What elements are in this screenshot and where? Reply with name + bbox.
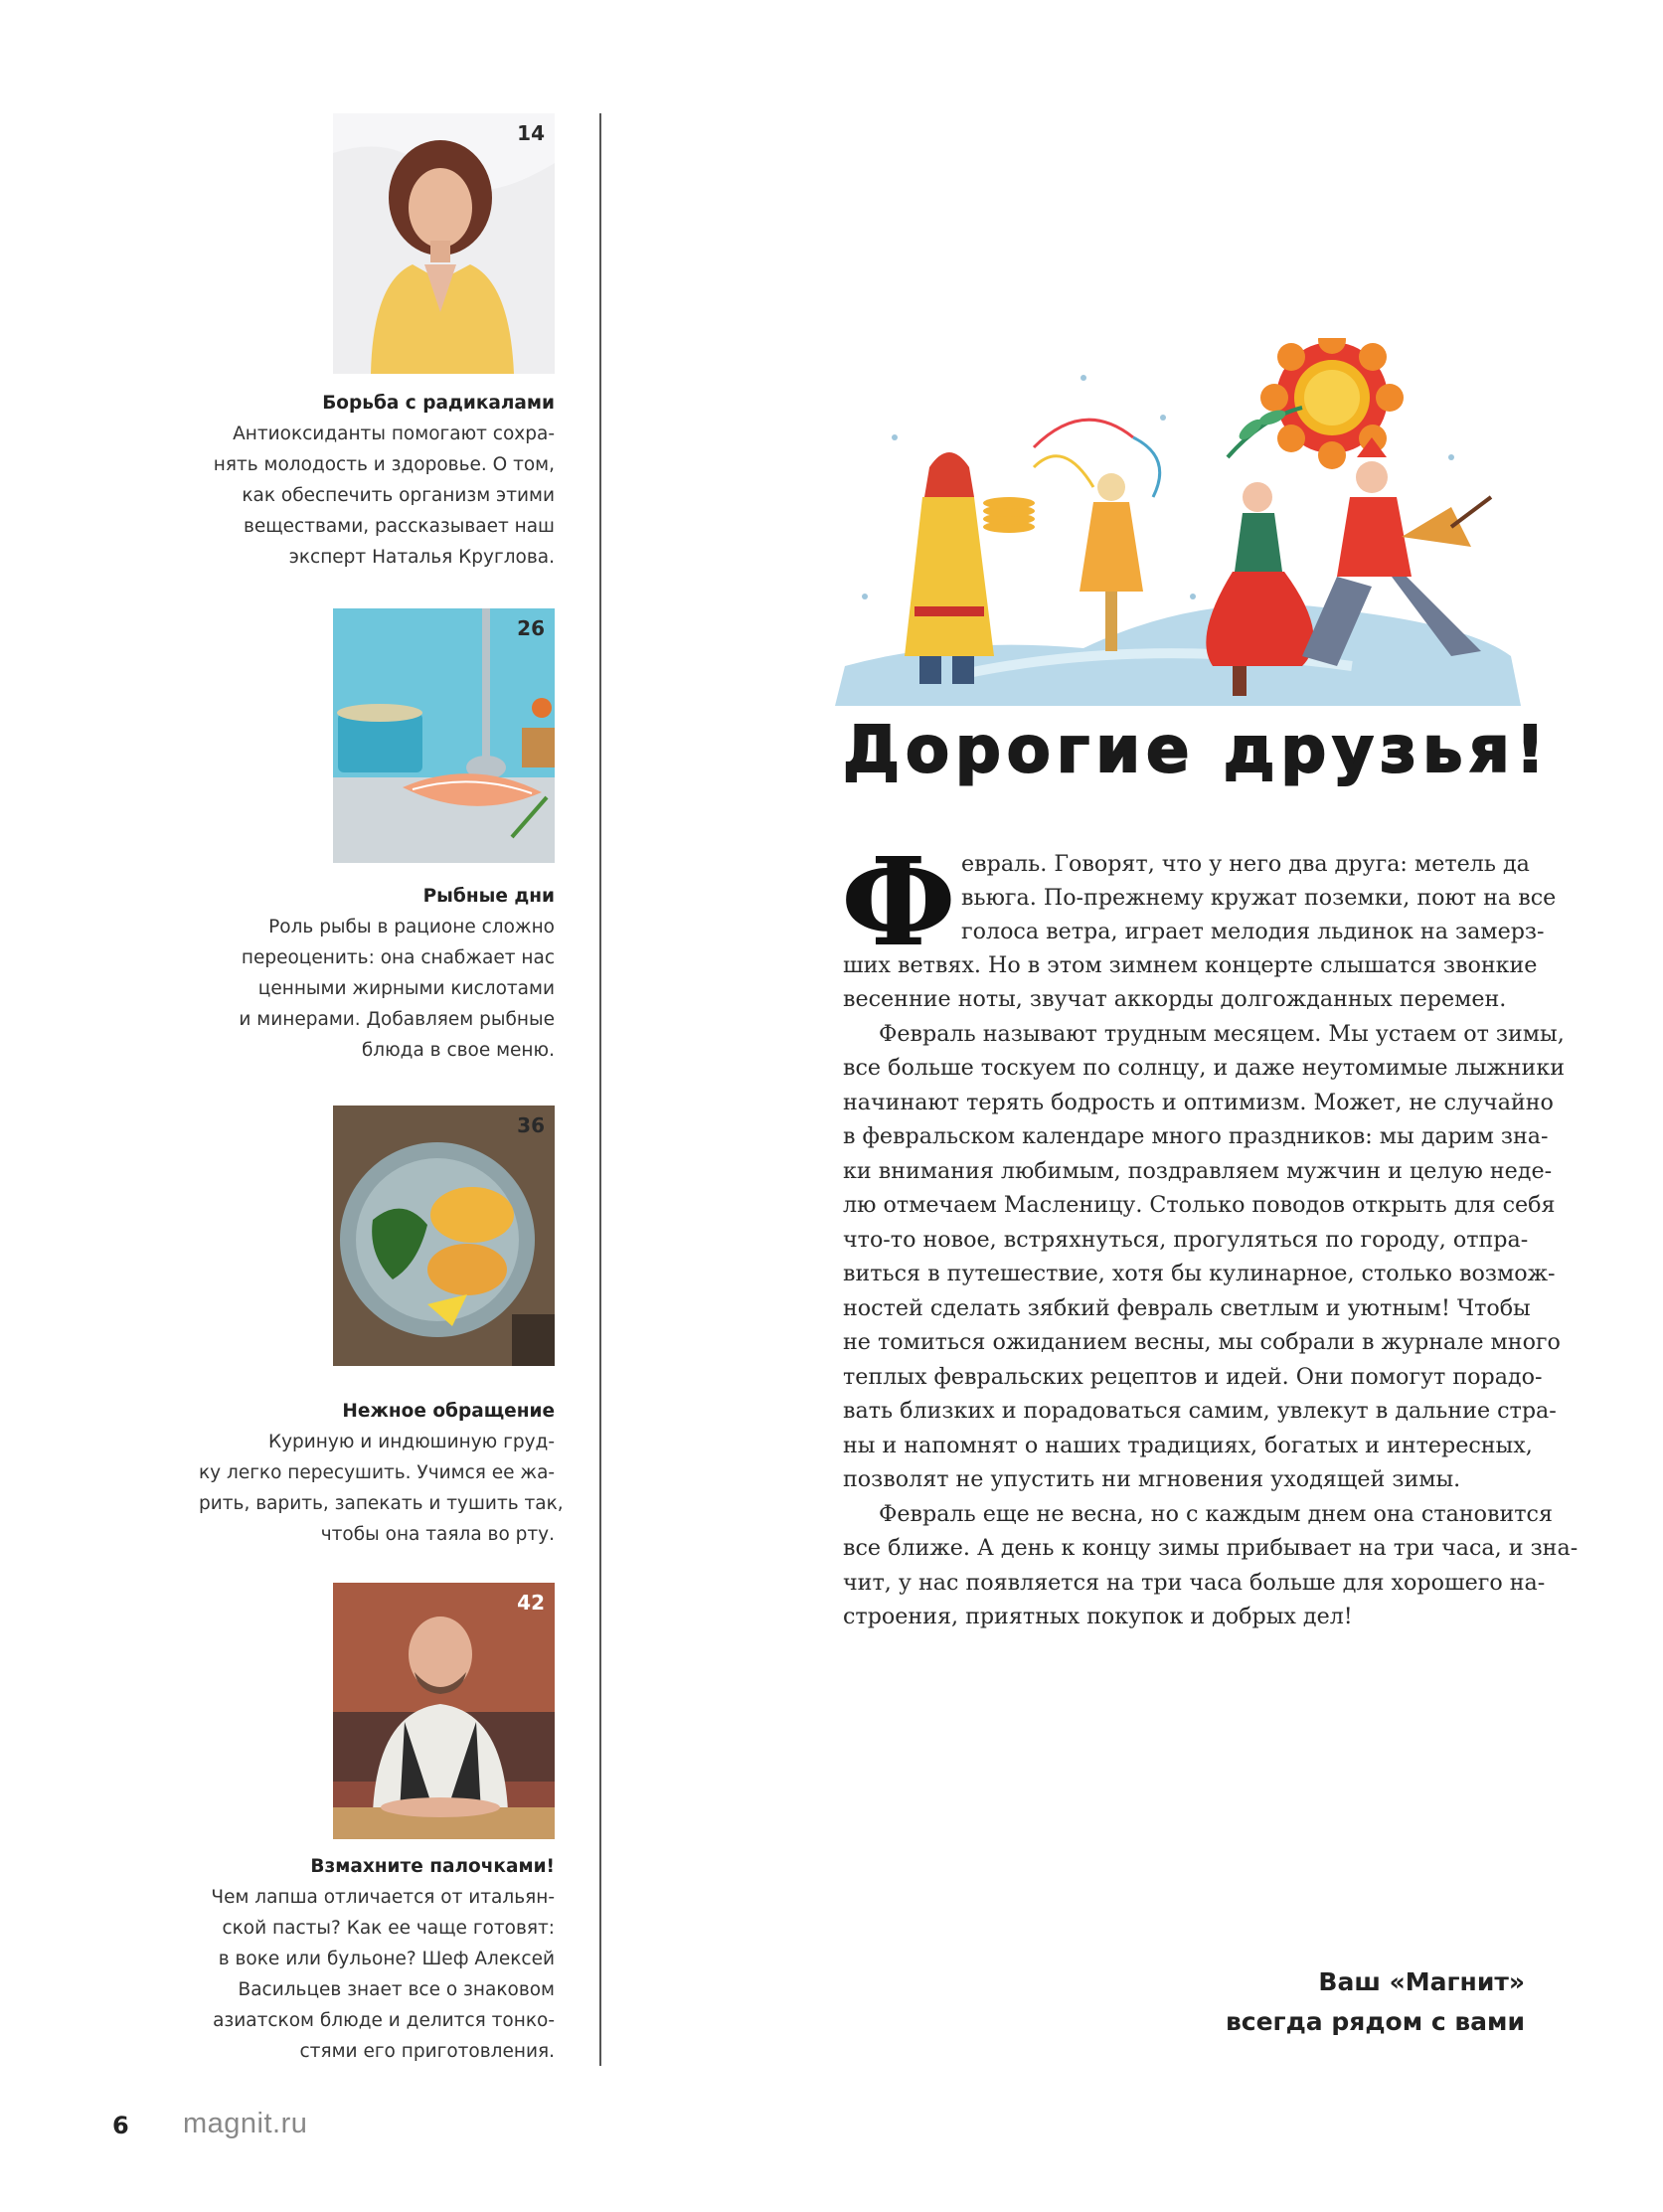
page-number-badge: 42: [517, 1591, 545, 1615]
column-divider: [599, 113, 601, 2066]
toc-item-text: Васильцев знает все о знаковом: [238, 1979, 555, 2000]
toc-photo-expert[interactable]: [333, 113, 555, 374]
toc-item-title: Нежное обращение: [342, 1401, 555, 1422]
footer-site-link[interactable]: magnit.ru: [183, 2108, 308, 2139]
toc-item-text: в воке или бульоне? Шеф Алексей: [218, 1949, 555, 1969]
paragraph-line: вьюга. По-прежнему кружат поземки, поют на все: [961, 885, 1557, 911]
toc-item-text: Чем лапша отличается от итальян-: [211, 1887, 555, 1908]
toc-item-title: Рыбные дни: [422, 886, 555, 907]
paragraph-line: вать близких и порадоваться самим, увлекут в дальние стра-: [843, 1398, 1557, 1424]
signature-block: [1093, 1962, 1525, 2042]
toc-item-text: эксперт Наталья Круглова.: [288, 547, 555, 568]
toc-item-poultry[interactable]: [199, 1396, 564, 1550]
toc-item-text: азиатском блюде и делится тонко-: [213, 2010, 555, 2031]
chef-portrait-image: [333, 1583, 555, 1839]
toc-item-title: Борьба с радикалами: [322, 393, 555, 414]
footer-page-number: 6: [112, 2112, 129, 2139]
toc-item-text: блюда в свое меню.: [361, 1040, 555, 1061]
toc-item-text: чтобы она таяла во рту.: [320, 1524, 555, 1545]
toc-item-text: и минерами. Добавляем рыбные: [239, 1009, 555, 1030]
fish-dish-image: [333, 608, 555, 863]
paragraph-line: ны и напомнят о наших традициях, богатых и интересных,: [843, 1433, 1533, 1458]
paragraph-line: что-то новое, встряхнуться, прогуляться по городу, отпра-: [843, 1227, 1529, 1253]
paragraph-line: ки внимания любимым, поздравляем мужчин и целую неде-: [843, 1158, 1553, 1184]
paragraph-line: все ближе. А день к концу зимы прибывает на три часа, и зна-: [843, 1535, 1579, 1561]
paragraph-line: в февральском календаре много праздников: мы дарим зна-: [843, 1123, 1549, 1149]
page-number-badge: 26: [517, 616, 545, 640]
paragraph-line: строения, приятных покупок и добрых дел!: [843, 1604, 1353, 1629]
toc-item-text: Роль рыбы в рационе сложно: [268, 917, 555, 937]
sun-icon: [1260, 338, 1404, 469]
toc-item-text: как обеспечить организм этими: [242, 485, 555, 506]
paragraph-line: голоса ветра, играет мелодия льдинок на замерз-: [961, 919, 1545, 944]
toc-photo-chef[interactable]: [333, 1583, 555, 1839]
toc-item-text: переоценить: она снабжает нас: [241, 947, 555, 968]
toc-item-text: ценными жирными кислотами: [257, 978, 555, 999]
page-number-badge: 36: [517, 1113, 545, 1137]
paragraph-line: виться в путешествие, хотя бы кулинарное, столько возмож-: [843, 1261, 1556, 1286]
paragraph-line: позволят не упустить ни мгновения уходящей зимы.: [843, 1466, 1461, 1492]
paragraph-line: чит, у нас появляется на три часа больше для хорошего на-: [843, 1570, 1546, 1596]
paragraph-line: весенние ноты, звучат аккорды долгожданных перемен.: [843, 986, 1507, 1012]
dancing-woman-figure: [1206, 482, 1313, 696]
toc-photo-poultry[interactable]: [333, 1106, 555, 1366]
paragraph-line: Февраль называют трудным месяцем. Мы устаем от зимы,: [879, 1021, 1565, 1047]
toc-item-text: рить, варить, запекать и тушить так,: [199, 1493, 564, 1514]
page-heading: Дорогие друзья!: [843, 714, 1551, 787]
toc-item-text: ской пасты? Как ее чаще готовят:: [222, 1918, 555, 1939]
paragraph-line: евраль. Говорят, что у него два друга: метель да: [961, 851, 1530, 877]
maslenitsa-illustration: [835, 338, 1521, 706]
toc-item-text: ку легко пересушить. Учимся ее жа-: [199, 1462, 556, 1483]
signature-line: всегда рядом с вами: [1225, 2007, 1525, 2036]
paragraph-line: все больше тоскуем по солнцу, и даже неутомимые лыжники: [843, 1055, 1565, 1081]
toc-photo-fish[interactable]: [333, 608, 555, 863]
paragraph-line: не томиться ожиданием весны, мы собрали в журнале много: [843, 1329, 1561, 1355]
paragraph-line: лю отмечаем Масленицу. Столько поводов открыть для себя: [843, 1192, 1556, 1218]
paragraph-line: ших ветвях. Но в этом зимнем концерте слышатся звонкие: [843, 952, 1538, 978]
poultry-plate-image: [333, 1106, 555, 1366]
signature-line: Ваш «Магнит»: [1318, 1967, 1525, 1996]
toc-item-fish-days[interactable]: [199, 881, 555, 1066]
toc-item-text: Куриную и индюшиную груд-: [267, 1432, 555, 1452]
woman-portrait-image: [333, 113, 555, 374]
paragraph-line: теплых февральских рецептов и идей. Они помогут порадо-: [843, 1364, 1543, 1390]
toc-item-text: Антиоксиданты помогают сохра-: [233, 424, 555, 444]
toc-item-noodles[interactable]: [199, 1851, 555, 2067]
toc-item-text: веществами, рассказывает наш: [243, 516, 555, 537]
paragraph-line: Февраль еще не весна, но с каждым днем она становится: [879, 1501, 1553, 1527]
toc-item-title: Взмахните палочками!: [310, 1856, 555, 1877]
toc-item-text: нять молодость и здоровье. О том,: [213, 454, 555, 475]
maslenitsa-effigy-figure: [1034, 420, 1160, 651]
paragraph-line: ностей сделать зябкий февраль светлым и уютным! Чтобы: [843, 1295, 1531, 1321]
paragraph-line: начинают терять бодрость и оптимизм. Может, не случайно: [843, 1090, 1554, 1115]
drop-cap-letter: Ф: [841, 830, 956, 973]
page-number-badge: 14: [517, 121, 545, 145]
toc-item-text: стями его приготовления.: [299, 2041, 555, 2062]
toc-item-antioxidants[interactable]: [199, 388, 555, 573]
